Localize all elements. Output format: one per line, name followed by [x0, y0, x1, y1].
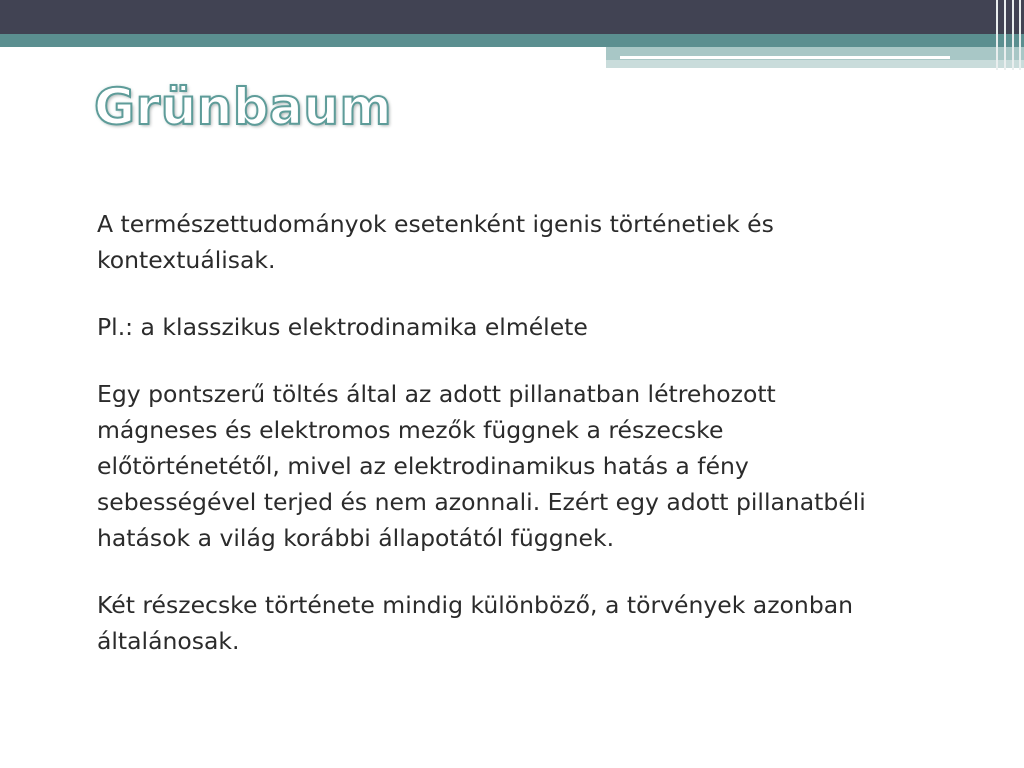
- paragraph: A természettudományok esetenként igenis történetiek és kontextuálisak.: [97, 210, 774, 274]
- paragraph: Egy pontszerű töltés által az adott pillanatban létrehozott mágneses és elektromos mezők függnek a részecske előtörténetétől, mivel az elektrodinamikus hatás a fény sebességével terjed és nem azonnali. Ezért egy adott pillanatbéli hatások a világ korábbi állapotától függnek.: [97, 380, 866, 552]
- header-accent-line: [620, 56, 950, 59]
- header-dark-band: [0, 0, 1024, 34]
- header-teal-band: [0, 34, 1024, 47]
- paragraph: Pl.: a klasszikus elektrodinamika elmélete: [97, 313, 588, 341]
- header-light-band-lower: [606, 60, 1024, 68]
- header-edge-stripes: [992, 0, 1024, 70]
- slide-body: [97, 206, 897, 659]
- slide-title: Grünbaum: [94, 78, 393, 136]
- paragraph: Két részecske története mindig különböző, a törvények azonban általánosak.: [97, 591, 854, 655]
